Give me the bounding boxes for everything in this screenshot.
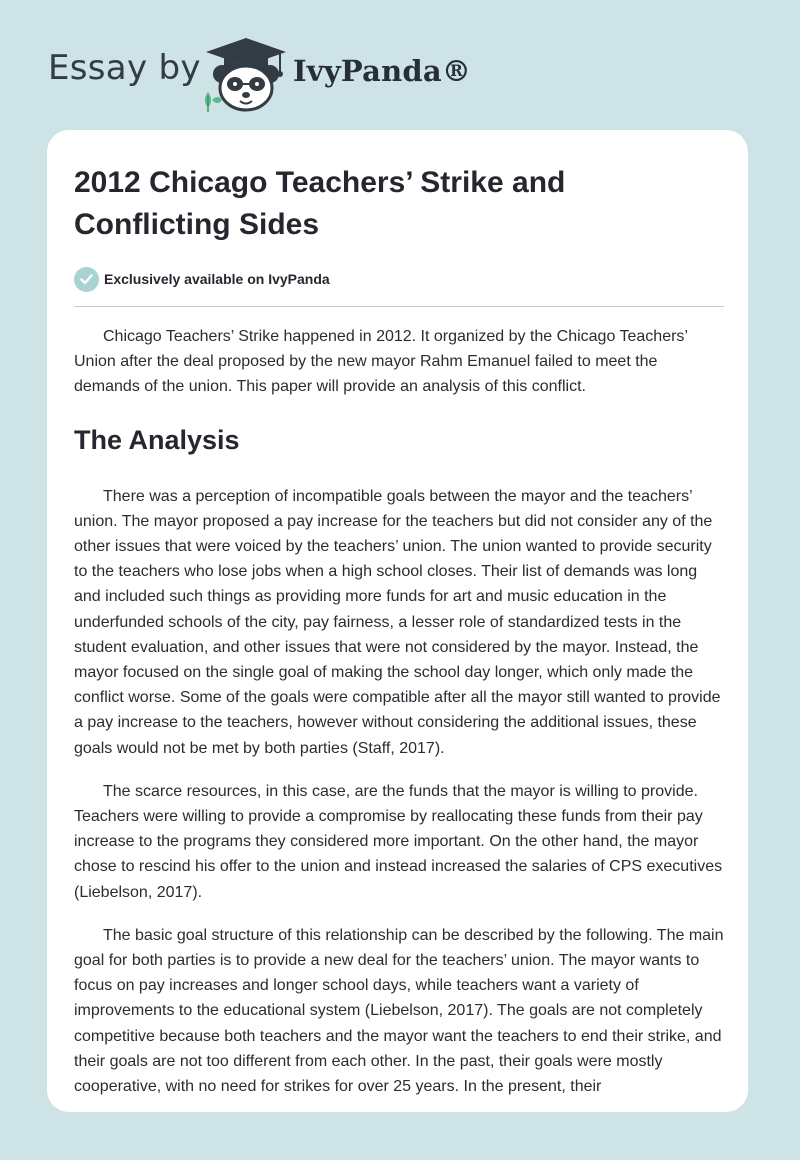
exclusive-badge [74,266,724,292]
intro-paragraph: Chicago Teachers’ Strike happened in 2012. It organized by the Chicago Teachers’ Union after the deal proposed by the new mayor Rahm Emanuel failed to meet the demands of the union. This paper will provide an analysis of this conflict. [74,328,688,396]
body-paragraph: The scarce resources, in this case, are the funds that the mayor is willing to provide. Teachers were willing to provide a compromise by reallocating these funds from their pay increase to the programs they considered more important. On the other hand, the mayor chose to rescind his offer to the union and instead increased the salaries of CPS executives (Liebelson, 2017). [74,782,723,901]
article-content [74,162,724,1099]
article-title: 2012 Chicago Teachers’ Strike and Conflicting Sides [74,166,566,241]
body-paragraph: The basic goal structure of this relationship can be described by the following. The main goal for both parties is to provide a new deal for the teachers’ union. The mayor wants to focus on pay increases and longer school days, while teachers want a variety of improvements to the educational system (Liebelson, 2017). The goals are not completely competitive because both teachers and the mayor want the teachers to end their strike, and their goals are not too different from each other. In the past, their goals were mostly cooperative, with no need for strikes for over 25 years. In the present, their [74,926,724,1096]
title-divider [74,306,724,307]
body-paragraph: There was a perception of incompatible goals between the mayor and the teachers’ union. The mayor proposed a pay increase for the teachers but did not consider any of the other issues that were voiced by the teachers’ union. The union wanted to provide security to the teachers who lose jobs when a high school closes. Their list of demands was long and included such things as providing more funds for art and music education in the underfunded schools of the city, pay fairness, a lesser role of standardized tests in the student evaluation, and other issues that were not considered by the mayor. Instead, the mayor focused on the single goal of making the school day longer, which only made the conflict worse. Some of the goals were compatible after all the mayor still wanted to provide a pay increase to the teachers, however without considering the additional issues, these goals would not be met by both parties (Staff, 2017). [74,487,721,757]
article-card [47,130,748,1112]
exclusive-badge-label: Exclusively available on IvyPanda [104,271,330,287]
site-header [48,30,472,120]
section-heading: The Analysis [74,424,240,455]
check-icon [74,267,99,292]
brand-name[interactable]: IvyPanda® [293,54,472,88]
essay-by-label: Essay by [48,48,201,88]
panda-logo-icon[interactable] [200,34,292,114]
